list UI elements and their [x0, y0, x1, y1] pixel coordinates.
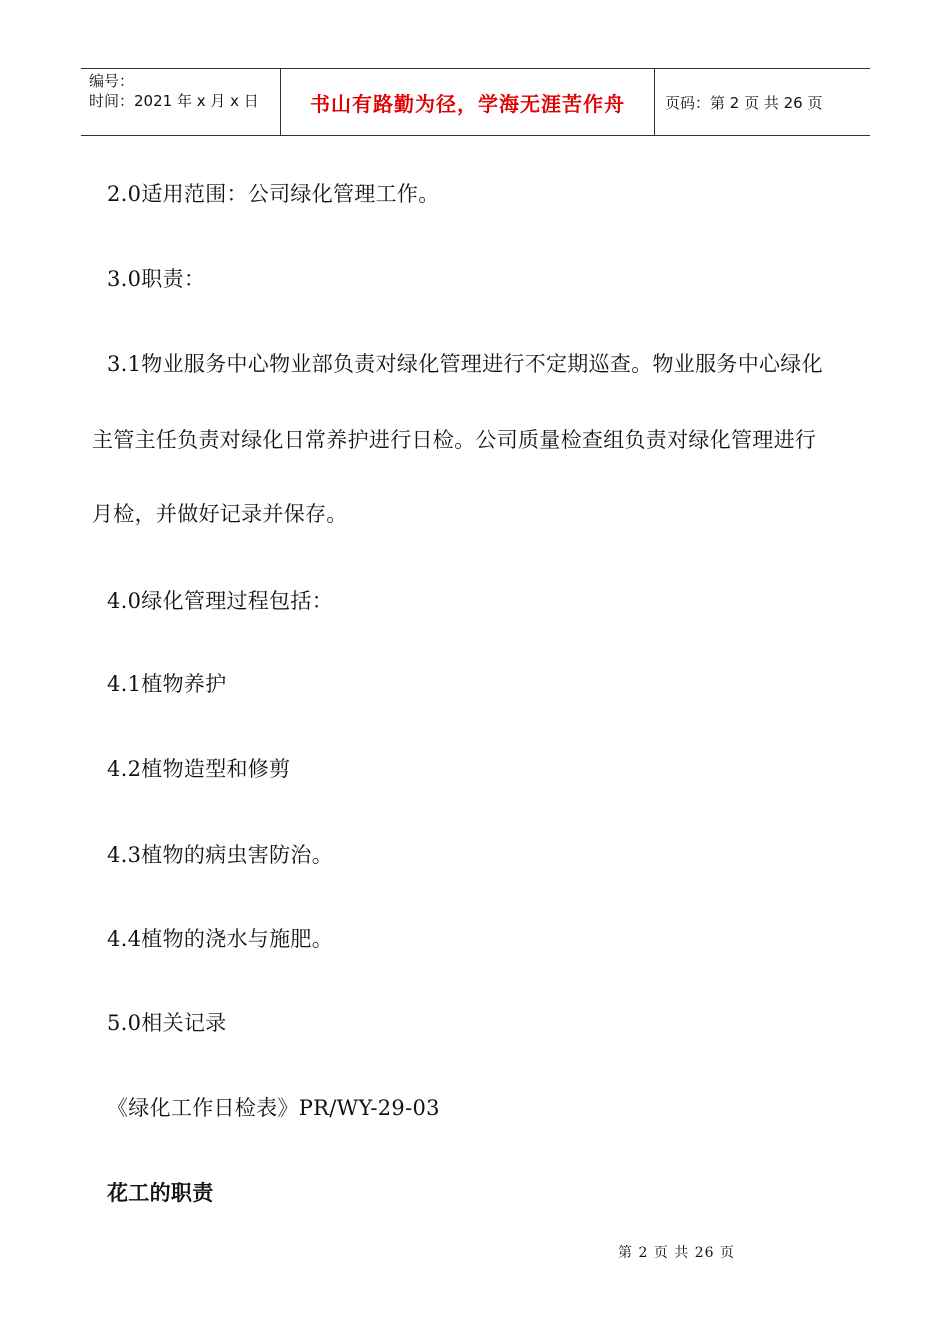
body-line-record-form: 《绿化工作日检表》PR/WY-29-03: [107, 1096, 440, 1120]
page-footer: 第 2 页 共 26 页: [618, 1245, 735, 1261]
document-time-label: 时间：2021 年 x 月 x 日: [89, 92, 259, 110]
body-line-duties-heading: 3.0职责：: [107, 267, 206, 291]
body-line-duties-3-1-cont: 主管主任负责对绿化日常养护进行日检。公司质量检查组负责对绿化管理进行: [92, 428, 817, 452]
body-line-4-1: 4.1植物养护: [107, 672, 227, 696]
body-line-records-heading: 5.0相关记录: [107, 1011, 227, 1035]
body-line-duties-3-1: 3.1物业服务中心物业部负责对绿化管理进行不定期巡查。物业服务中心绿化: [107, 352, 823, 376]
section-heading-gardener-duties: 花工的职责: [107, 1181, 214, 1205]
header-page-info: 页码：第 2 页 共 26 页: [665, 93, 823, 112]
header-motto: 书山有路勤为径，学海无涯苦作舟: [281, 69, 655, 135]
page-header: [81, 68, 870, 136]
body-line-duties-3-1-end: 月检，并做好记录并保存。: [92, 502, 348, 526]
header-meta: [81, 69, 281, 135]
body-line-4-3: 4.3植物的病虫害防治。: [107, 843, 333, 867]
body-line-4-4: 4.4植物的浇水与施肥。: [107, 927, 333, 951]
body-line-scope: 2.0适用范围：公司绿化管理工作。: [107, 182, 440, 206]
body-line-4-2: 4.2植物造型和修剪: [107, 757, 291, 781]
document-number-label: 编号：: [89, 72, 135, 90]
body-line-process-heading: 4.0绿化管理过程包括：: [107, 589, 333, 613]
